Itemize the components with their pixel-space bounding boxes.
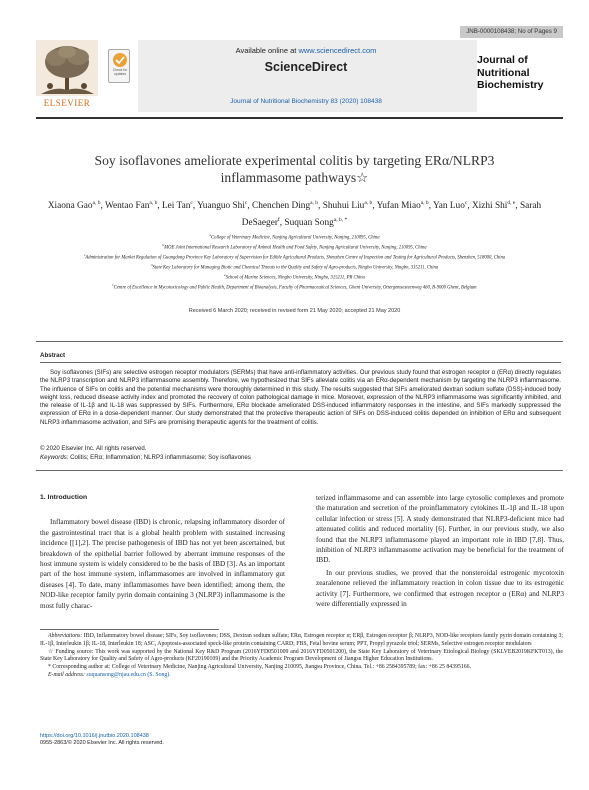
affiliation-marker: d bbox=[150, 263, 153, 268]
author-name[interactable]: Yufan Miao$^{a, b}$ bbox=[376, 200, 429, 212]
keywords-list: Colitis; ERα; Inflammation; NLRP3 inflammasome; Soy isoflavones bbox=[68, 454, 251, 461]
available-online-label: Available online at bbox=[235, 46, 299, 55]
author-separator: , bbox=[428, 201, 433, 212]
abstract-heading-divider bbox=[40, 362, 561, 363]
affiliation-item bbox=[40, 232, 549, 242]
affiliation-item bbox=[40, 272, 549, 282]
author-name[interactable]: Suquan Song$^{a, b, *}$ bbox=[284, 217, 348, 229]
affiliation-text: Centre of Excellence in Mycotoxicology and Public Health, Department of Bioanalysis, Faculty of Pharmaceutical Sciences, Ghent University, Ottergemsesteenweg 460, B-9000 Ghent, Belgium bbox=[113, 285, 477, 291]
author-affiliation-marker: a, b bbox=[149, 200, 158, 206]
check-for-updates-badge[interactable] bbox=[108, 49, 130, 83]
author-name[interactable]: Xiaona Gao$^{a, b}$ bbox=[47, 200, 101, 212]
affiliation-list bbox=[40, 232, 549, 292]
email-link[interactable]: suquansong@njau.edu.cn (S. Song). bbox=[84, 671, 171, 678]
author-separator: , bbox=[192, 201, 198, 212]
author-affiliation-marker: a, b bbox=[92, 200, 101, 206]
affiliation-marker: f bbox=[112, 283, 114, 288]
funding-note: ☆ Funding source: This work was supported by the National Key R&D Program (2016YFD0501009 and 2016YFD0501200), the State Key Laboratory of Veterinary Etiological Biology (SKLVEB2019KFKT013), the State Key Laboratory for Quality and Safety of Agro-products (KF20190109) and the Priority Academic Program Development of Jiangsu Higher Education Institutions. bbox=[40, 648, 563, 663]
sciencedirect-link[interactable]: www.sciencedirect.com bbox=[298, 46, 377, 55]
intro-paragraph-1: Inflammatory bowel disease (IBD) is chronic, relapsing inflammatory disorder of the gastrointestinal tract that is a global health problem with sustained increasing incidence [[1],2]. The precise pathogenesis of IBD has not yet been ascertained, but breakdown of the epithelial barrier followed by aberrant immune responses of the host immune system is widely considered to be the basis of IBD [3]. As an important part of the host immune system, inflammasomes are involved in inflammatory gut diseases [4]. To date, many inflammasomes have been identified; among them, the NOD-like receptor family pyrin domain containing 3 (NLRP3) inflammasome is the most fully charac- bbox=[40, 518, 285, 610]
author-separator: , bbox=[467, 201, 472, 212]
author-separator: , bbox=[247, 201, 253, 212]
affiliation-text: College of Veterinary Medicine, Nanjing Agricultural University, Nanjing, 210095, China bbox=[211, 235, 380, 241]
author-separator: , bbox=[100, 201, 105, 212]
author-name[interactable]: Chenchen Ding$^{a, b}$ bbox=[252, 200, 319, 212]
author-name[interactable]: Sarah DeSaeger$^f$ bbox=[241, 201, 542, 229]
author-name[interactable]: Yuanguo Shi$^c$ bbox=[197, 200, 248, 212]
title-footnote-star[interactable]: ☆ bbox=[356, 170, 369, 185]
email-note bbox=[40, 672, 563, 680]
author-affiliation-marker: a, b bbox=[310, 200, 319, 206]
journal-title-line: Journal of bbox=[477, 54, 528, 66]
body-column-left bbox=[40, 493, 285, 611]
author-name[interactable]: Wentao Fan$^{a, b}$ bbox=[104, 200, 158, 212]
title-line-2-text: inflammasome pathways bbox=[220, 170, 357, 185]
corresponding-author-note: * Corresponding author at: College of Veterinary Medicine, Nanjing Agricultural University, Nanjing 210095, Jiangsu Province, China. Tel.: +86 2584395789; fax: +86 25 84395166. bbox=[48, 664, 472, 671]
affiliation-marker: e bbox=[224, 273, 226, 278]
received-dates: Received 6 March 2020; received in revised form 21 May 2020; accepted 21 May 2020 bbox=[188, 308, 401, 314]
author-separator: , bbox=[157, 201, 162, 212]
page-footer bbox=[40, 733, 164, 748]
abstract-heading: Abstract bbox=[40, 352, 66, 359]
abstract-top-divider bbox=[36, 341, 563, 342]
author-name[interactable]: Shuhui Liu$^{a, b}$ bbox=[322, 200, 373, 212]
journal-header bbox=[36, 40, 563, 112]
author-list bbox=[40, 196, 549, 230]
body-column-right bbox=[316, 493, 564, 609]
affiliation-item bbox=[40, 242, 549, 252]
affiliation-text: Administration for Market Regulation of Guangdong Province Key Laboratory of Supervision for Edible Agricultural Products, Shenzhen Centre of Inspection and Testing for Agricultural Products, Shenzhen, 518000, China bbox=[85, 255, 506, 261]
author-name[interactable]: Yan Luo$^c$ bbox=[433, 200, 468, 212]
keywords bbox=[40, 454, 251, 461]
affiliation-text: MOE Joint International Research Laboratory of Animal Health and Food Safety, Nanjing Agricultural University, Nanjing, 210095, China bbox=[164, 245, 427, 251]
publisher-name: ELSEVIER bbox=[43, 98, 91, 108]
issn-copyright: 0955-2863/© 2020 Elsevier Inc. All rights reserved. bbox=[40, 740, 164, 747]
title-line-2 bbox=[40, 169, 549, 186]
sciencedirect-logo: ScienceDirect bbox=[264, 60, 348, 74]
journal-title-line: Biochemistry bbox=[477, 79, 544, 91]
author-affiliation-marker: d, e bbox=[507, 200, 516, 206]
footnotes bbox=[40, 633, 563, 680]
abstract-bottom-divider bbox=[36, 470, 563, 471]
journal-citation-link[interactable]: Journal of Nutritional Biochemistry 83 (2020) 108438 bbox=[230, 98, 382, 105]
abstract-copyright: © 2020 Elsevier Inc. All rights reserved. bbox=[40, 445, 147, 452]
doi-link[interactable]: https://doi.org/10.1016/j.jnutbio.2020.108438 bbox=[40, 733, 149, 739]
article-title bbox=[40, 152, 549, 186]
keywords-label: Keywords: bbox=[40, 454, 69, 461]
author-separator: , bbox=[279, 218, 285, 229]
abbreviations-note bbox=[40, 633, 563, 649]
title-line-1: Soy isoflavones ameliorate experimental colitis by targeting ERα/NLRP3 bbox=[94, 153, 495, 168]
author-affiliation-marker: c bbox=[244, 200, 248, 206]
affiliation-item bbox=[40, 282, 549, 292]
author-separator: , bbox=[318, 201, 323, 212]
author-name[interactable]: Lei Tan$^c$ bbox=[162, 200, 193, 212]
author-name[interactable]: Xizhi Shi$^{d, e}$ bbox=[471, 200, 516, 212]
email-label: E-mail address: bbox=[48, 671, 85, 678]
abstract-text: Soy isoflavones (SIFs) are selective estrogen receptor modulators (SERMs) that have anti-inflammatory activities. Our previous study found that estrogen receptor α (ERα) directly regulates the NLRP3 transcription and NLRP3 inflammasome assembly. Therefore, we hypothesized that SIFs alleviate colitis via an ERα-dependent mechanism by targeting the NLRP3 inflammasome. The influence of SIFs on colitis and the potential mechanisms were thoroughly determined in this study. The results suggested that SIFs ameliorated dextran sodium sulfate (DSS)-induced body weight loss, reduced disease activity index and promoted the recovery of colon pathological damage in mice. Moreover, expression of the NLRP3 inflammasome was significantly inhibited, and the release of IL-1β and IL-18 was suppressed by SIFs. Furthermore, ERα blockade ameliorated DSS-induced inflammatory responses in the intestine, and SIFs markedly suppressed the expression of ERα in a dose-dependent manner. Our study demonstrated that the protective therapeutic action of SIFs on DSS-induced colitis depended on inhibition of ERα and subsequent NLRP3 inflammasome activation, and SIFs are promising therapeutic agents for the treatment of colitis. bbox=[40, 369, 561, 426]
author-affiliation-marker: f bbox=[277, 217, 280, 224]
affiliation-text: State Key Laboratory for Managing Biotic and Chemical Threats to the Quality and Safety of Agro-products, Ningbo University, Ningbo, 315211, China bbox=[152, 265, 439, 271]
affiliation-marker: c bbox=[83, 253, 86, 258]
available-online bbox=[186, 46, 426, 55]
affiliation-marker: a bbox=[209, 233, 212, 237]
intro-paragraph-2: In our previous studies, we proved that the nonsteroidal estrogenic mycotoxin zearalenone relieved the inflammatory reaction in colon tissue due to its estrogenic activity [7]. Furthermore, we confirmed that estrogen receptor α (ERα) and NLRP3 were differentially expressed in bbox=[316, 568, 564, 609]
header-divider bbox=[36, 117, 563, 119]
section-heading-introduction: 1. Introduction bbox=[40, 494, 88, 501]
affiliation-text: School of Marine Sciences, Ningbo University, Ningbo, 315211, PR China bbox=[225, 275, 365, 281]
author-separator: , bbox=[515, 201, 520, 212]
author-affiliation-marker: a, b bbox=[420, 200, 429, 206]
intro-paragraph-1-continued: terized inflammasome and can assemble into large cytosolic complexes and promote the maturation and secretion of the proinflammatory cytokines IL-1β and IL-18 upon cellular infection or stress [5]. A study demonstrated that NLRP3-deficient mice had attenuated colitis and reduced mortality [6]. Further, in our previous study, we also found that the NLRP3 inflammasome played an important role in IBD [7,8]. Thus, inhibition of NLRP3 inflammasome activation may be beneficial for the treatment of IBD. bbox=[316, 494, 564, 565]
abbreviations-text: IBD, Inflammatory bowel disease; SIFs, Soy isoflavones; DSS, Dextran sodium sulfate; ERα, Estrogen receptor α; ERβ, Estrogen receptor β; NLRP3, NOD-like receptors family pyrin domain containing 3; IL-1β, Interleukin 1β; IL-18, Interleukin 18; ASC, Apoptosis-associated speck-like protein containing CARD; FBS, Fetal bovine serum; PPT, Propyl pyrazole triol; SERMs, Selective estrogen receptor modulators bbox=[40, 633, 563, 647]
abbreviations-label: Abbreviations: bbox=[48, 633, 83, 639]
manuscript-id: JNB-0000108438; No of Pages 9 bbox=[460, 26, 563, 38]
affiliation-item bbox=[40, 262, 549, 272]
journal-title bbox=[477, 54, 563, 92]
journal-title-line: Nutritional bbox=[477, 66, 530, 79]
author-affiliation-marker: c bbox=[190, 200, 193, 206]
author-affiliation-marker: a, b, * bbox=[333, 217, 348, 224]
check-updates-icon bbox=[111, 52, 129, 68]
footnote-divider bbox=[40, 629, 219, 630]
author-affiliation-marker: c bbox=[464, 200, 468, 206]
check-for-updates-label: Check for updates bbox=[112, 68, 128, 76]
affiliation-marker: b bbox=[162, 243, 165, 248]
author-separator: , bbox=[372, 201, 377, 212]
author-affiliation-marker: a, b bbox=[364, 200, 373, 206]
affiliation-item bbox=[40, 252, 549, 262]
